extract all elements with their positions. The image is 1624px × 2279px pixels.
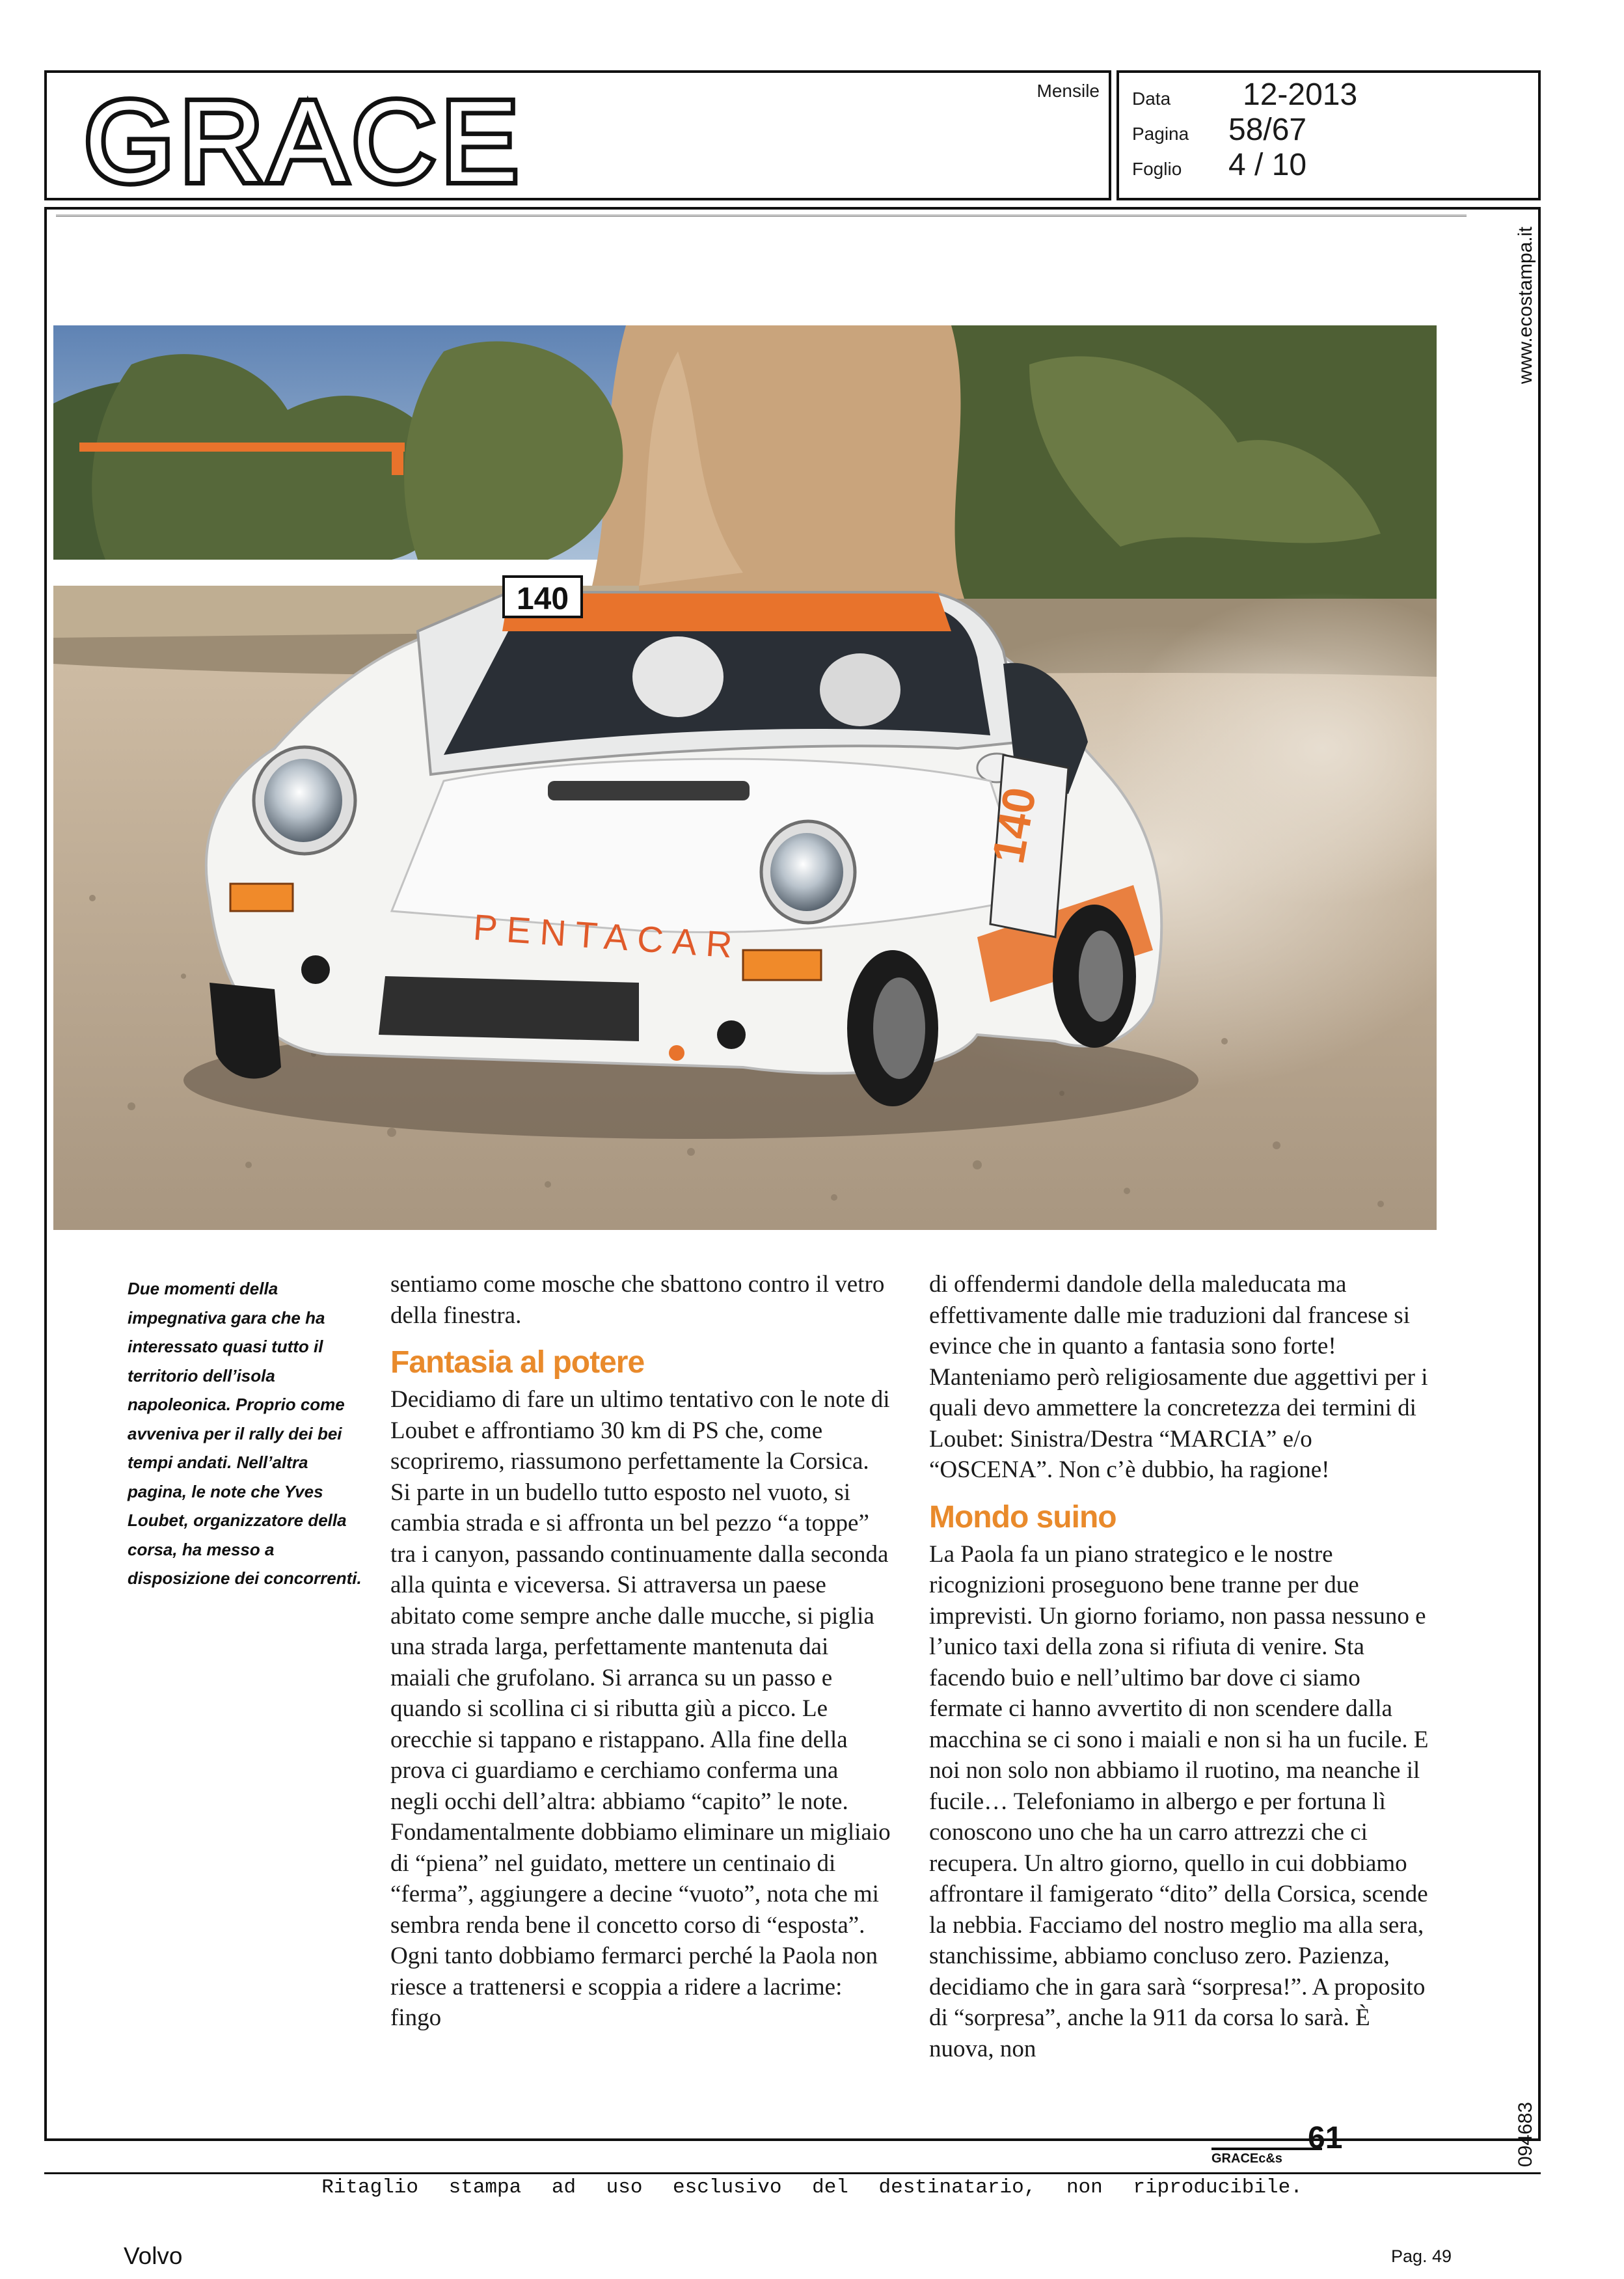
top-divider xyxy=(56,215,1467,217)
magazine-footer-brand: GRACEc&s xyxy=(1211,2148,1322,2166)
sponsor-decal: PENTACAR xyxy=(472,906,743,966)
paragraph: di offendermi dandole della maleducata ma effettivamente dalle mie traduzioni dal francese si evince che in quanto a fantasia sono forte! Manteniamo però religiosamente due aggettivi per i quali devo ammettere la concretezza dei termini di Loubet: Sinistra/Destra “MARCIA” e/o “OSCENA”. Non c’è dubbio, ha ragione! xyxy=(929,1271,1428,1483)
subheading-fantasia: Fantasia al potere xyxy=(390,1345,645,1380)
race-number-plate: 140 xyxy=(516,582,569,616)
side-race-number: 140 xyxy=(982,784,1046,867)
side-code: 094683 xyxy=(1515,2101,1536,2167)
article-column-3 xyxy=(929,1269,1437,2064)
paragraph: La Paola fa un piano strategico e le nostre ricognizioni proseguono bene tranne per due imprevisti. Un giorno foriamo, non passa nessuno e l’unico taxi della zona si rifiuta di venire. Sta facendo buio e nell’ultimo bar dove ci siamo fermate ci hanno avvertito di non scendere dalla macchina se ci sono i maiali e non si ha un fucile. E noi non solo non abbiamo il ruotino, ma neanche il fucile… Telefoniamo in albergo e per fortuna lì conoscono uno che ha un carro attrezzi che ci recupera. Un altro giorno, quello in cui dobbiamo affrontare il famigerato “dito” della Corsica, scende la nebbia. Facciamo del nostro meglio ma alla sera, stanchissime, abbiamo concluso zero. Pazienza, decidiamo che in gara sarà “sorpresa!”. A proposito di “sorpresa”, anche la 911 da corsa lo sarà. È nuova, non xyxy=(929,1540,1429,2062)
client-name: Volvo xyxy=(124,2243,183,2269)
subheading-mondo-suino: Mondo suino xyxy=(929,1499,1116,1535)
rally-car-illustration xyxy=(53,325,1437,1230)
magazine-logo: GRACE xyxy=(85,78,524,206)
sheet-label: Foglio xyxy=(1132,159,1182,179)
side-url: www.ecostampa.it xyxy=(1515,226,1536,384)
date-value: 12-2013 xyxy=(1243,77,1358,112)
clipping-meta-box xyxy=(1116,70,1541,200)
page-label: Pagina xyxy=(1132,124,1189,144)
date-label: Data xyxy=(1132,89,1171,109)
magazine-page-number: 61 xyxy=(1308,2121,1343,2155)
masthead-box xyxy=(44,70,1111,206)
page-value: 58/67 xyxy=(1228,113,1307,147)
periodicity: Mensile xyxy=(1036,81,1100,101)
sheet-value: 4 / 10 xyxy=(1228,148,1307,182)
paragraph: Decidiamo di fare un ultimo tentativo con le note di Loubet e affrontiamo 30 km di PS che, come scopriremo, riassumono perfettamente la Corsica. Si parte in un budello tutto esposto nel vuoto, si cambia strada e si affronta un bel pezzo “a toppe” tra i canyon, passando continuamente dalla seconda alla quinta e viceversa. Si attraversa un paese abitato come sempre anche dalle mucche, si piglia una strada larga, perfettamente mantenuta dai maiali che grufolano. Si arranca su un passo e quando si scollina ci si ributta giù a picco. Le orecchie si tappano e ristappano. Alla fine della prova ci guardiamo e cerchiamo conferma una negli occhi dell’altra: abbiamo “capito” le note. Fondamentalmente dobbiamo eliminare un migliaio di “piena” nel guidato, mettere un centinaio di “ferma”, aggiungere a decine “vuoto”, nota che mi sembra renda bene il concetto corso di “esposta”. Ogni tanto dobbiamo fermarci perché la Paola non riesce a trattenersi e scoppia a ridere a lacrime: fingo xyxy=(390,1386,891,2031)
clipping-page-ref: Pag. 49 xyxy=(1391,2246,1452,2266)
bottom-divider xyxy=(44,2172,1541,2174)
photo-caption: Due momenti della impegnativa gara che ha interessato quasi tutto il territorio dell’isola napoleonica. Proprio come avveniva per il rally dei bei tempi andati. Nell’altra pagina, le note che Yves Loubet, organizzatore della corsa, ha messo a disposizione dei concorrenti. xyxy=(128,1279,362,1588)
article-column-2 xyxy=(390,1269,891,2034)
rally-car-photo xyxy=(53,325,1437,1230)
paragraph: sentiamo come mosche che sbattono contro il vetro della finestra. xyxy=(390,1271,885,1329)
copyright-notice: Ritaglio stampa ad uso esclusivo del destinatario, non riproducibile. xyxy=(321,2176,1303,2199)
